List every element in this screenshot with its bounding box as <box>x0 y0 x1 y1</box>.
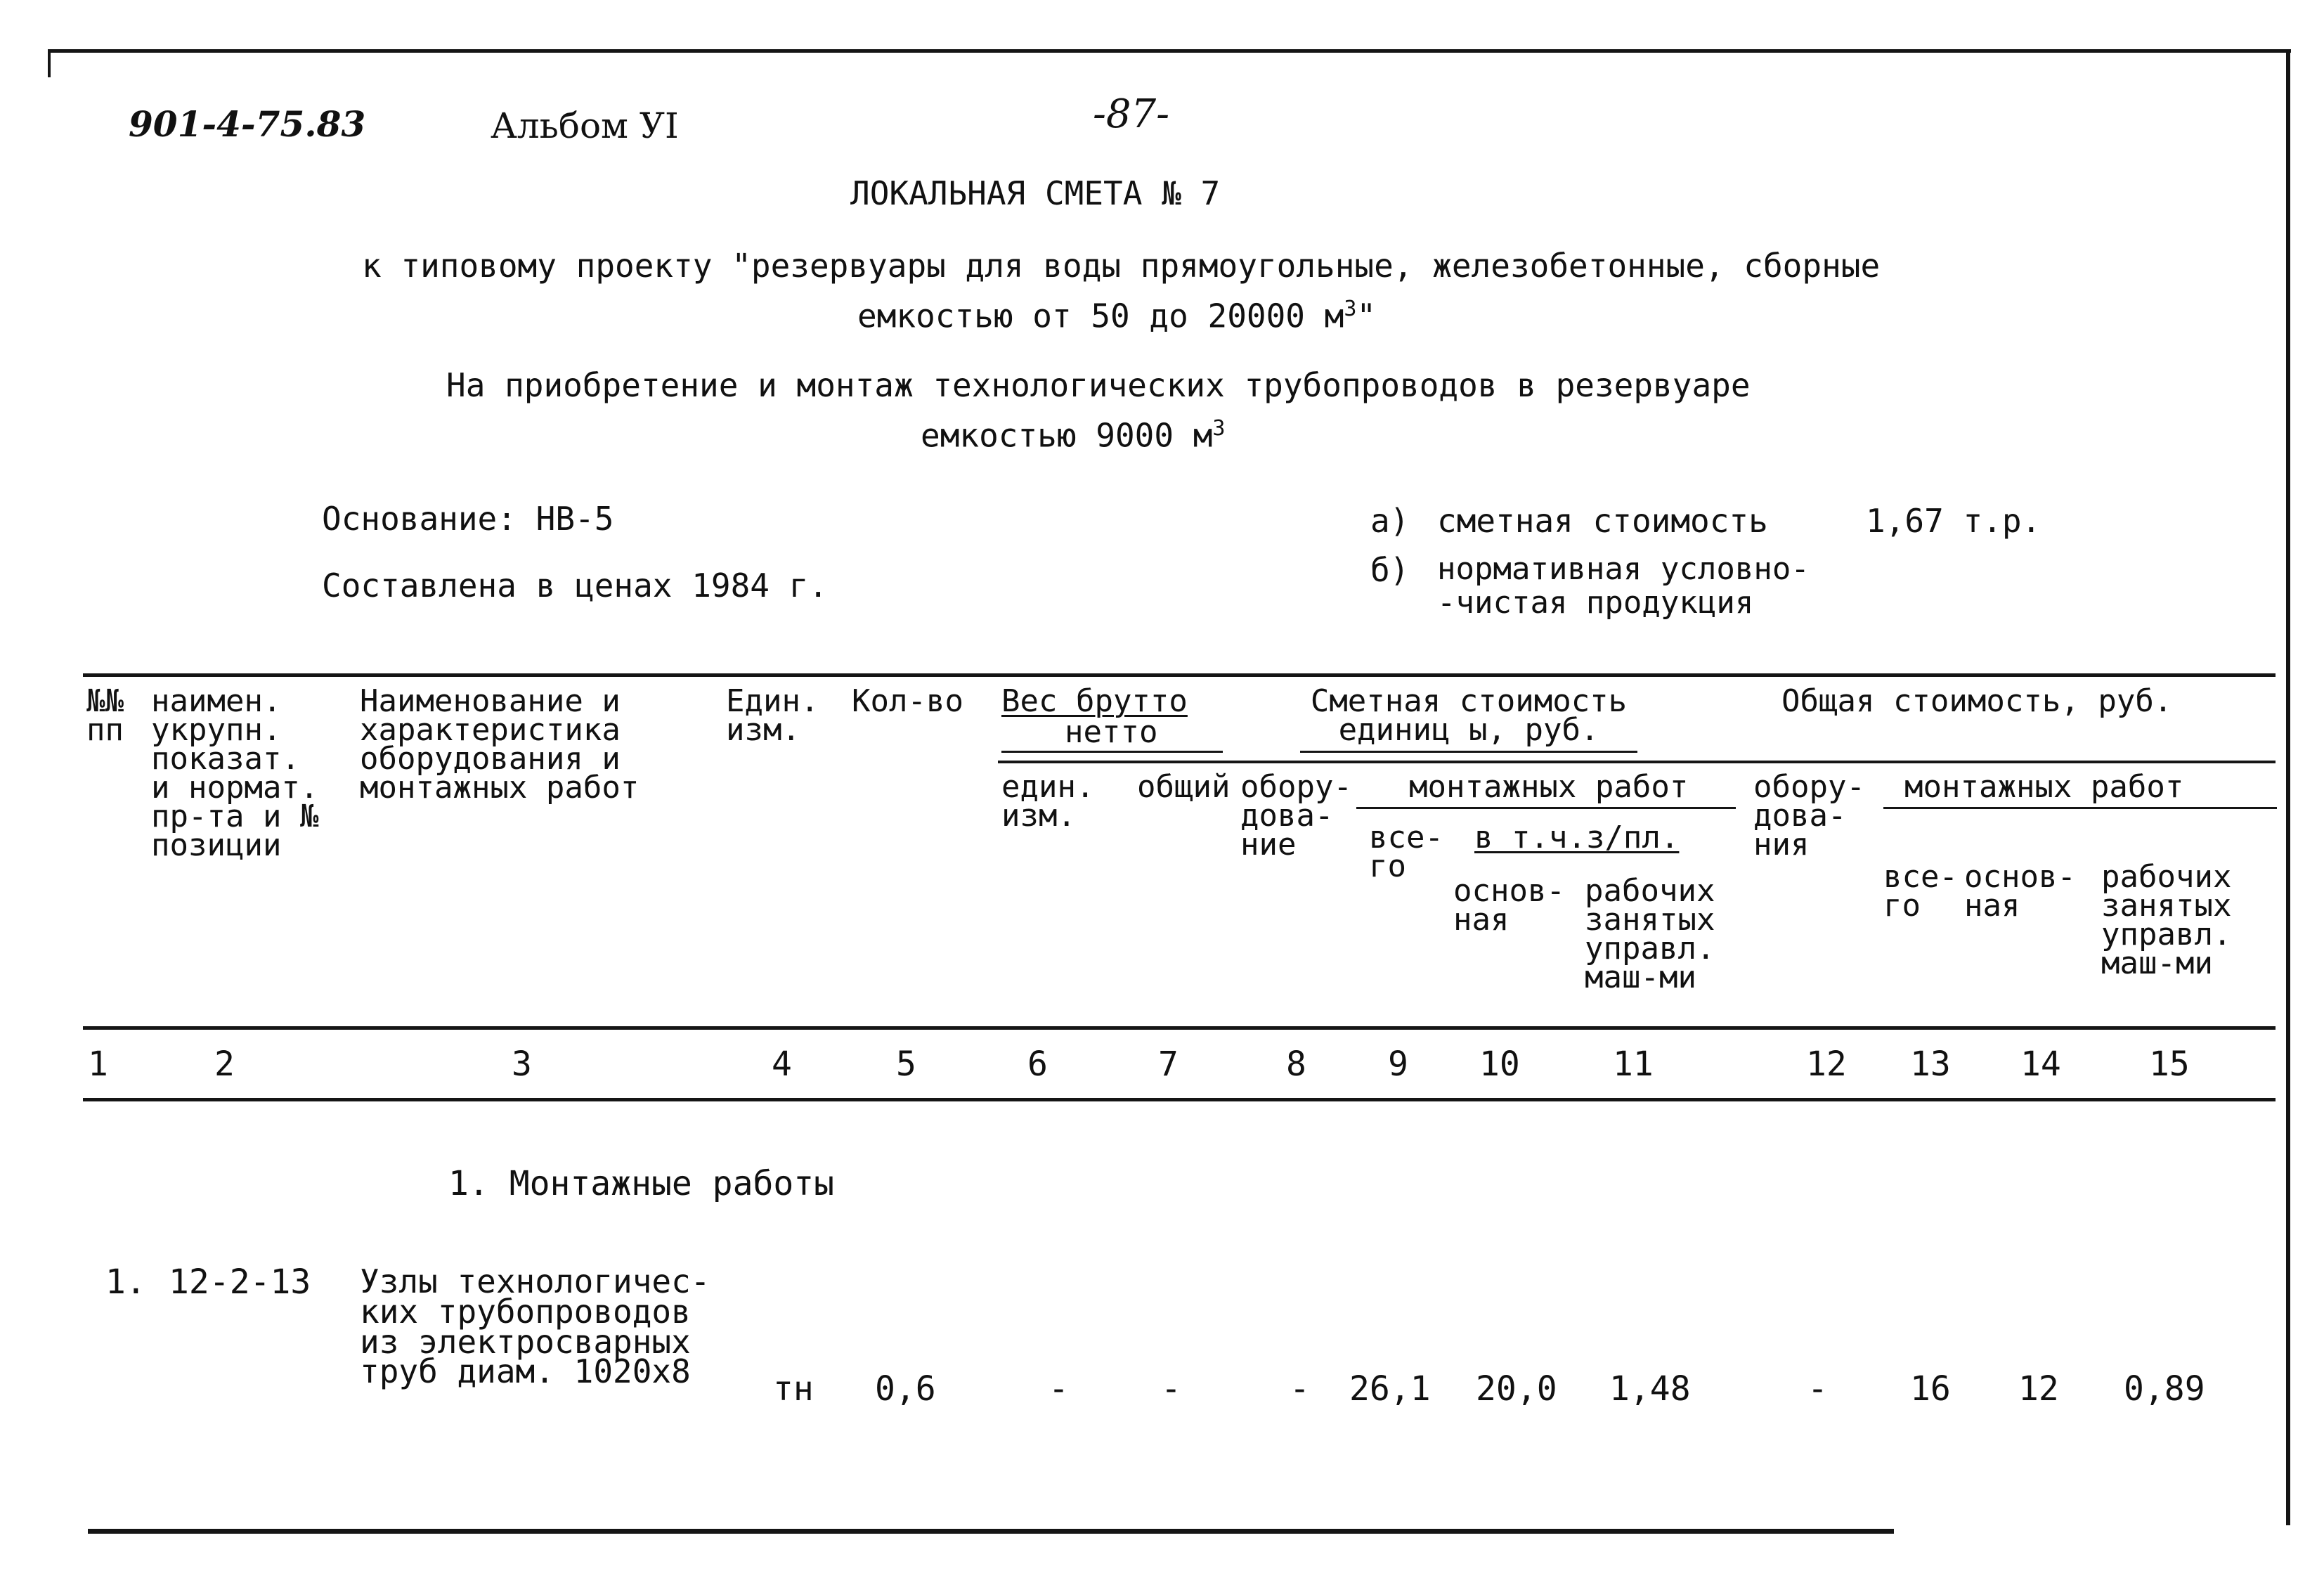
incl-wages-label: в т.ч.з/пл. <box>1474 820 1680 855</box>
section-title: 1. Монтажные работы <box>448 1164 835 1203</box>
page-bottom-rule <box>88 1529 1894 1534</box>
unit-cost-group: Сметная стоимость единиц ы, руб. <box>1310 683 1628 748</box>
cost-b-text-2: -чистая продукция <box>1437 585 1754 621</box>
numbers-bottom-rule <box>83 1098 2276 1101</box>
row-weight-total: - <box>1161 1369 1181 1409</box>
row-machine-all: 0,89 <box>2124 1369 2205 1409</box>
weight-netto-underline <box>1001 751 1223 753</box>
album-label: Альбом УI <box>491 105 679 146</box>
estimate-title: ЛОКАЛЬНАЯ СМЕТА № 7 <box>850 174 1221 212</box>
subheader-rule <box>998 761 2276 763</box>
col-header-15: рабочих занятых управл. маш-ми <box>2101 859 2232 981</box>
col-header-5: Кол-во <box>852 683 963 719</box>
col-number: 5 <box>896 1045 916 1084</box>
col-number: 4 <box>772 1045 792 1084</box>
mont-group-2-rule <box>1883 807 2277 809</box>
col-header-11: рабочих занятых управл. маш-ми <box>1585 873 1715 995</box>
col-number: 3 <box>512 1045 532 1084</box>
frame-right <box>2286 49 2290 1525</box>
col-number: 2 <box>214 1045 235 1084</box>
page-number: -87- <box>1093 91 1170 137</box>
col-number: 8 <box>1286 1045 1306 1084</box>
col-header-12: обору- дова- ния <box>1753 769 1865 862</box>
table-top-rule <box>83 673 2276 677</box>
total-cost-group: Общая стоимость, руб. <box>1781 683 2173 719</box>
cost-a-text: сметная стоимость <box>1437 502 1768 540</box>
col-header-13: все- го <box>1883 859 1958 924</box>
col-header-8: обору- дова- ние <box>1240 769 1352 862</box>
col-header-7: общий <box>1137 769 1231 805</box>
frame-left-tick <box>48 49 51 77</box>
col-header-2: наимен. укрупн. показат. и нормат. пр-та и № позиции <box>151 683 319 863</box>
row-name: Узлы технологичес- ких трубопроводов из электросварных труб диам. 1020х8 <box>360 1262 710 1391</box>
row-code: 12-2-13 <box>169 1262 311 1302</box>
mont-group-1: монтажных работ <box>1409 769 1689 805</box>
row-equipment-total: - <box>1807 1369 1828 1409</box>
col-number: 12 <box>1806 1045 1847 1084</box>
col-number: 11 <box>1613 1045 1654 1084</box>
row-mont-all: 16 <box>1910 1369 1951 1409</box>
cost-b-label: б) <box>1370 551 1410 589</box>
col-number: 7 <box>1158 1045 1179 1084</box>
prices-text: Составлена в ценах 1984 г. <box>322 567 829 604</box>
row-machine-wage: 1,48 <box>1609 1369 1691 1409</box>
document-code: 901-4-75.83 <box>129 103 366 145</box>
purpose-line-1: На приобретение и монтаж технологических трубопроводов в резервуаре <box>446 366 1751 404</box>
cost-a-label: а) <box>1370 502 1410 540</box>
weight-brutto-label: Вес брутто <box>1001 683 1188 719</box>
purpose-line-2: емкостью 9000 $м^3$ <box>921 416 1226 455</box>
col-header-3: Наименование и характеристика оборудования и монтажных работ <box>360 683 640 806</box>
col-number: 6 <box>1027 1045 1048 1084</box>
col-number: 13 <box>1910 1045 1951 1084</box>
basis-text: Основание: НВ-5 <box>322 500 614 538</box>
mont-group-2: монтажных работ <box>1904 769 2184 805</box>
col-header-1: №№ пп <box>86 683 124 748</box>
unit-cost-underline <box>1300 751 1637 753</box>
col-header-10: основ- ная <box>1453 873 1565 938</box>
row-unit: тн <box>773 1369 814 1409</box>
row-base-wage: 20,0 <box>1476 1369 1557 1409</box>
row-mont-total: 26,1 <box>1349 1369 1431 1409</box>
project-line-2: емкостью от 50 до 20000 $м^3$" <box>857 297 1377 335</box>
cost-a-value: 1,67 т.р. <box>1866 502 2041 540</box>
col-number: 15 <box>2149 1045 2190 1084</box>
col-number: 9 <box>1388 1045 1408 1084</box>
col-header-4: Един. изм. <box>726 683 819 748</box>
col-number: 1 <box>88 1045 108 1084</box>
col-number: 10 <box>1479 1045 1520 1084</box>
row-base-all: 12 <box>2018 1369 2059 1409</box>
cost-b-text-1: нормативная условно- <box>1437 551 1810 587</box>
weight-netto-label: нетто <box>1065 714 1158 750</box>
header-bottom-rule <box>83 1026 2276 1030</box>
project-line-1: к типовому проекту "резервуары для воды прямоугольные, железобетонные, сборные <box>362 247 1881 285</box>
row-weight-unit: - <box>1049 1369 1069 1409</box>
frame-top <box>49 49 2291 53</box>
mont-group-1-rule <box>1356 807 1736 809</box>
row-equipment: - <box>1290 1369 1310 1409</box>
col-number: 14 <box>2020 1045 2061 1084</box>
col-header-9: все- го <box>1369 820 1443 884</box>
row-qty: 0,6 <box>875 1369 936 1409</box>
col-header-6: един. изм. <box>1001 769 1095 834</box>
row-number: 1. <box>105 1262 146 1302</box>
col-header-14: основ- ная <box>1964 859 2076 924</box>
